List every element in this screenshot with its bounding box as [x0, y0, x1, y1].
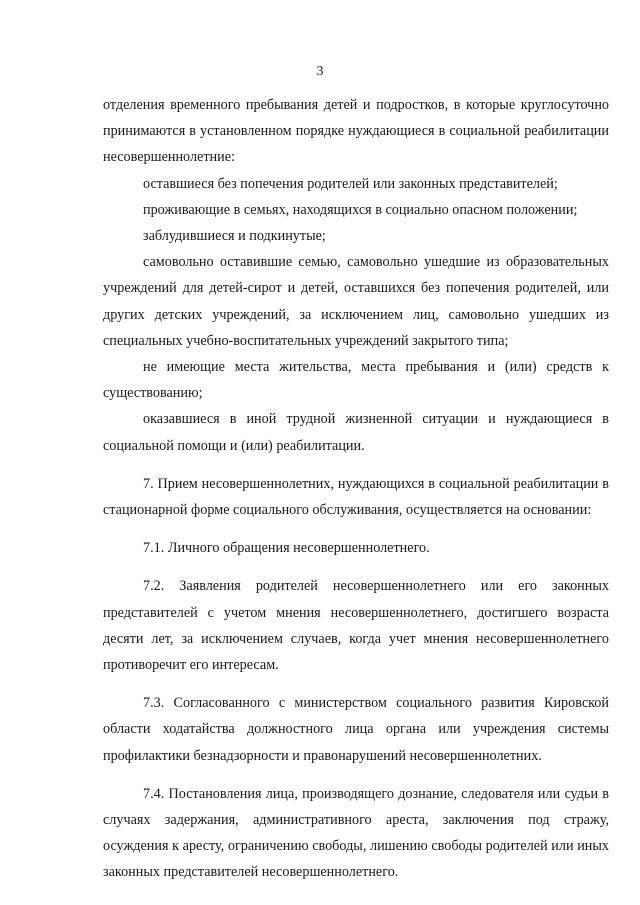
list-item-lost-abandoned: заблудившиеся и подкинутые; [143, 228, 326, 245]
paragraph-intro: отделения временного пребывания детей и подростков, в которые круглосуточно принимаются в установленном порядке нуждающиеся в социальной реабилитации несовершеннолетние: [103, 97, 609, 166]
list-item-dangerous-situation: проживающие в семьях, находящихся в социально опасном положении; [143, 201, 578, 218]
list-item-no-residence: не имеющие места жительства, места пребывания и (или) средств к существованию; [103, 359, 609, 402]
list-item-runaways: самовольно оставившие семью, самовольно ушедшие из образовательных учреждений для детей-сирот и детей, оставшихся без попечения родителей, или других детских учреждений, за исключением лиц, самовольно ушедших из специальных учебно-воспитательных учреждений закрытого типа; [103, 254, 609, 349]
page-number: 3 [316, 64, 324, 79]
paragraph-7-2: 7.2. Заявления родителей несовершеннолетнего или его законных представителей с учетом мнения несовершеннолетнего, достигшего возраста десяти лет, за исключением случаев, когда учет мнения несовершеннолетнего противоречит его интересам. [103, 578, 609, 674]
document-body [103, 92, 609, 886]
paragraph-7-1: 7.1. Личного обращения несовершеннолетнего. [143, 540, 430, 557]
paragraph-7-3: 7.3. Согласованного с министерством социального развития Кировской области ходатайства должностного лица органа или учреждения системы профилактики безнадзорности и правонарушений несовершеннолетних. [103, 695, 609, 764]
list-item-without-parental-care: оставшиеся без попечения родителей или законных представителей; [143, 175, 558, 192]
paragraph-section-7: 7. Прием несовершеннолетних, нуждающихся в социальной реабилитации в стационарной форме социального обслуживания, осуществляется на основании: [103, 475, 609, 519]
paragraph-7-4: 7.4. Постановления лица, производящего дознание, следователя или судьи в случаях задержания, административного ареста, заключения под стражу, осуждения к аресту, ограничению свободы, лишению свободы родителей или иных законных представителей несовершеннолетнего. [103, 785, 609, 881]
list-item-difficult-situation: оказавшиеся в иной трудной жизненной ситуации и нуждающиеся в социальной помощи и (или) реабилитации. [103, 411, 609, 454]
